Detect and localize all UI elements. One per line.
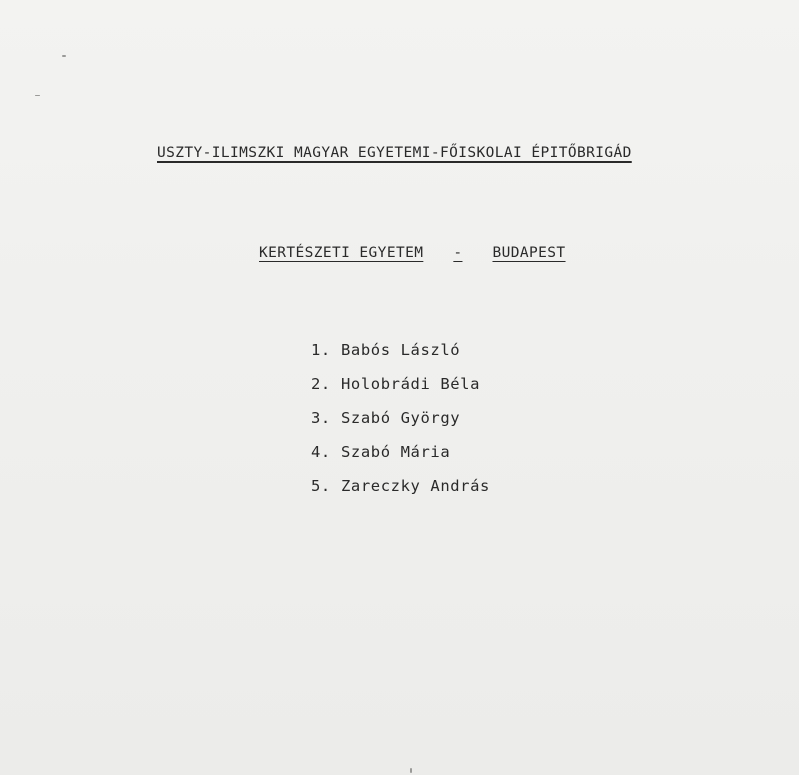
document-title: USZTY-ILIMSZKI MAGYAR EGYETEMI-FŐISKOLAI ÉPITŐBRIGÁD [157, 145, 632, 161]
paper-speck [35, 95, 40, 96]
list-number: 1. [311, 341, 331, 359]
list-number: 3. [311, 409, 331, 427]
institution-name: KERTÉSZETI EGYETEM [259, 245, 424, 261]
list-number: 5. [311, 477, 331, 495]
paper-speck [410, 768, 412, 773]
member-name: Babós László [341, 341, 461, 359]
member-name: Zareczky András [341, 477, 490, 495]
paper-speck [62, 55, 66, 57]
list-item [311, 374, 490, 408]
heading-separator: - [453, 245, 463, 261]
list-item [311, 442, 490, 476]
city-name: BUDAPEST [492, 245, 566, 261]
member-name: Szabó György [341, 409, 461, 427]
list-number: 2. [311, 375, 331, 393]
member-list [311, 340, 490, 510]
list-item [311, 408, 490, 442]
list-number: 4. [311, 443, 331, 461]
institution-heading [259, 245, 566, 261]
list-item [311, 476, 490, 510]
member-name: Szabó Mária [341, 443, 451, 461]
member-name: Holobrádi Béla [341, 375, 481, 393]
list-item [311, 340, 490, 374]
